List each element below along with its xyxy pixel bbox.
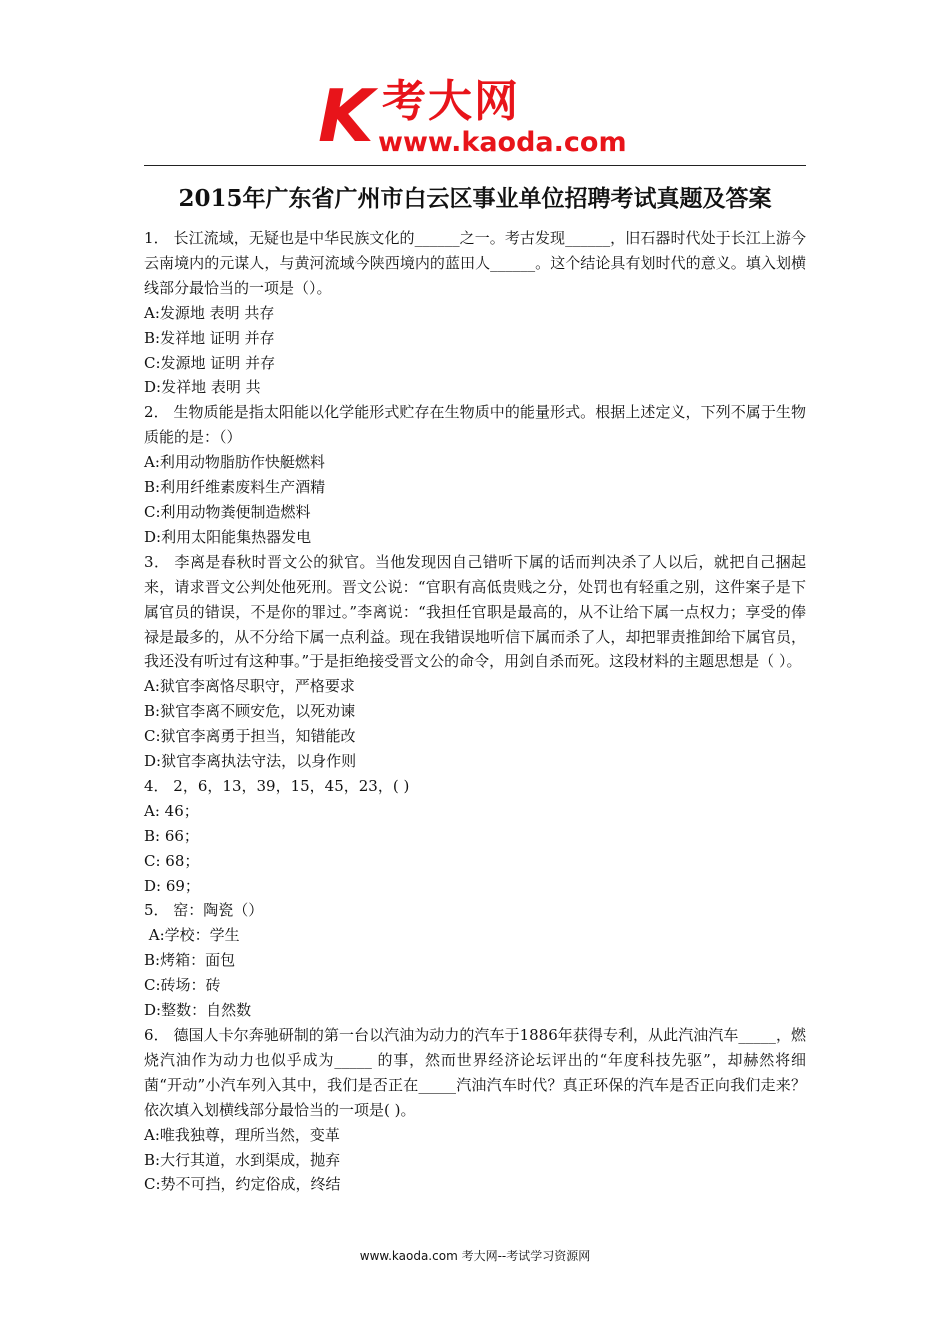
question-4-option-a: A: 46； — [144, 801, 199, 820]
question-6-stem: 6． 德国人卡尔奔驰研制的第一台以汽油为动力的汽车于1886年获得专利，从此汽油汽车_____，燃烧汽油作为动力也似乎成为_____ 的事，然而世界经济论坛评出的“年度科技先驱”，却赫然将细菌“开动”小汽车列入其中，我们是否正在_____汽油汽车时代？真正环保的汽车是否正向我们走来？ 依次填入划横线部分最恰当的一项是( )。 — [144, 1026, 806, 1119]
question-5-option-b: B:烤箱：面包 — [144, 951, 236, 970]
question-5-stem: 5． 窑：陶瓷（） — [144, 901, 264, 920]
logo-chinese-name: 考大网 — [382, 76, 520, 127]
question-2-option-b: B:利用纤维素废料生产酒精 — [144, 478, 326, 497]
question-3-option-d: D:狱官李离执法守法，以身作则 — [144, 752, 357, 771]
question-1-stem: 1． 长江流域，无疑也是中华民族文化的______之一。考古发现______，旧石器时代处于长江上游今云南境内的元谋人，与黄河流域今陕西境内的蓝田人______。这个结论具有划时代的意义。填入划横线部分最恰当的一项是（）。 — [144, 229, 806, 297]
question-2-option-c: C:利用动物粪便制造燃料 — [144, 502, 311, 521]
question-3-option-a: A:狱官李离恪尽职守，严格要求 — [144, 677, 355, 696]
question-list — [144, 226, 806, 1197]
header-divider — [144, 165, 806, 166]
question-4-option-b: B: 66； — [144, 826, 199, 845]
question-6-option-c: C:势不可挡，约定俗成，终结 — [144, 1175, 341, 1194]
question-1-option-a: A:发源地 表明 共存 — [144, 303, 275, 322]
question-4-stem: 4． 2，6，13，39，15，45，23，( ) — [144, 776, 410, 795]
page-title: 2015年广东省广州市白云区事业单位招聘考试真题及答案 — [178, 185, 772, 212]
question-4-option-d: D: 69； — [144, 876, 200, 895]
kaoda-logo — [318, 74, 638, 160]
question-5-option-a: A:学校：学生 — [144, 926, 240, 945]
question-4-option-c: C: 68； — [144, 851, 200, 870]
question-3-option-b: B:狱官李离不顾安危，以死劝谏 — [144, 702, 356, 721]
question-5-option-c: C:砖场：砖 — [144, 976, 221, 995]
page-footer: www.kaoda.com 考大网--考试学习资源网 — [359, 1249, 591, 1263]
question-2-stem: 2． 生物质能是指太阳能以化学能形式贮存在生物质中的能量形式。根据上述定义，下列不属于生物质能的是：（） — [144, 403, 806, 447]
question-3-option-c: C:狱官李离勇于担当，知错能改 — [144, 727, 356, 746]
question-3-stem: 3． 李离是春秋时晋文公的狱官。当他发现因自己错听下属的话而判决杀了人以后，就把自己捆起来，请求晋文公判处他死刑。晋文公说：“官职有高低贵贱之分，处罚也有轻重之别，这件案子是下属官员的错误，不是你的罪过。”李离说：“我担任官职是最高的，从不让给下属一点权力；享受的俸禄是最多的，从不分给下属一点利益。现在我错误地听信下属而杀了人，却把罪责推卸给下属官员，我还没有听过有这种事。”于是拒绝接受晋文公的命令，用剑自杀而死。这段材料的主题思想是（ ）。 — [144, 552, 806, 671]
question-1-option-c: C:发源地 证明 并存 — [144, 353, 276, 372]
logo-url: www.kaoda.com — [378, 127, 627, 158]
question-1-option-b: B:发祥地 证明 并存 — [144, 328, 275, 347]
question-1-option-d: D:发祥地 表明 共 — [144, 378, 261, 397]
logo-k-mark: K — [318, 74, 374, 158]
question-5-option-d: D:整数：自然数 — [144, 1001, 252, 1020]
question-2-option-d: D:利用太阳能集热器发电 — [144, 527, 312, 546]
question-6-option-a: A:唯我独尊，理所当然，变革 — [144, 1125, 340, 1144]
question-2-option-a: A:利用动物脂肪作快艇燃料 — [144, 453, 325, 472]
question-6-option-b: B:大行其道，水到渠成，抛弃 — [144, 1150, 341, 1169]
